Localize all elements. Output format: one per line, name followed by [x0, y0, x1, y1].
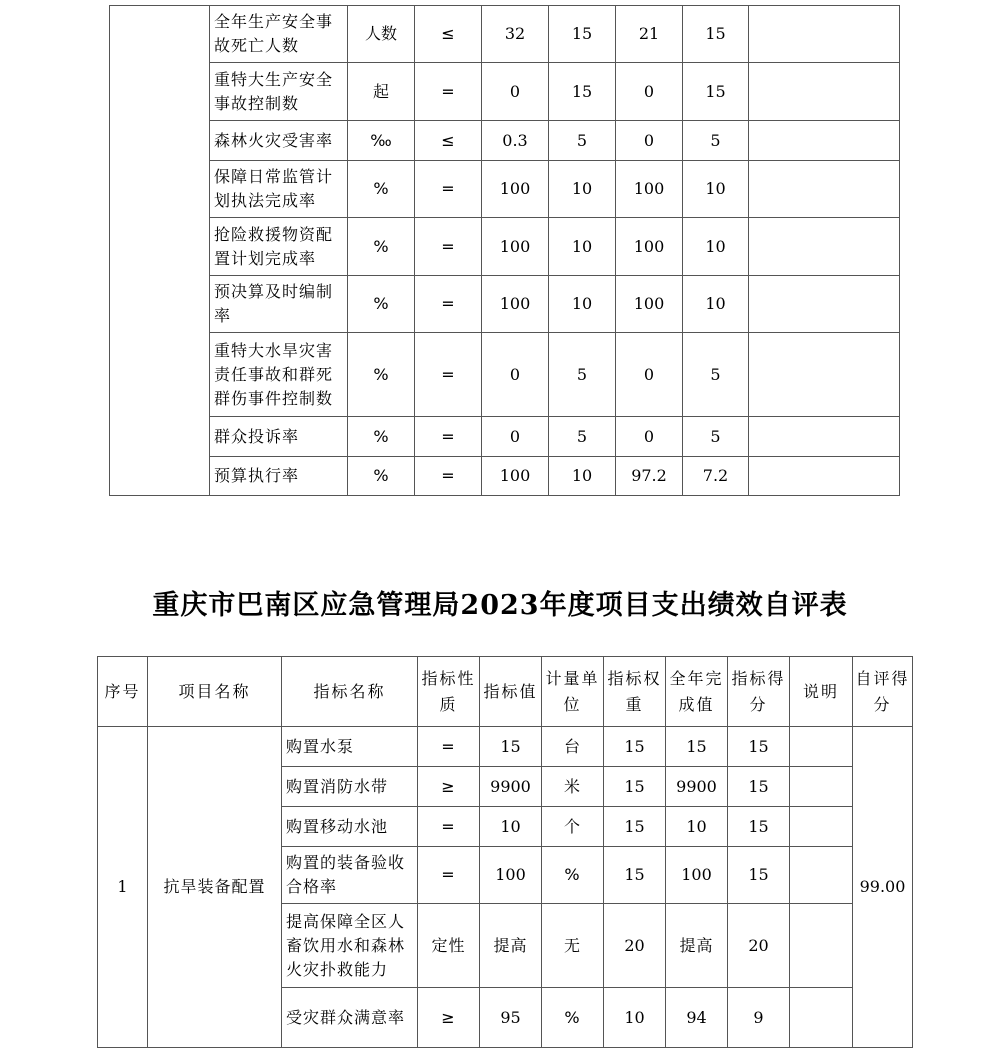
indicator-name: 提高保障全区人畜饮用水和森林火灾扑救能力: [282, 904, 418, 988]
indicator-note: [790, 727, 853, 767]
indicator-actual: 100: [666, 847, 728, 904]
indicator-weight: 15: [549, 63, 616, 121]
indicator-actual: 94: [666, 988, 728, 1048]
indicator-name: 受灾群众满意率: [282, 988, 418, 1048]
indicator-score: 5: [683, 333, 749, 417]
indicator-name: 重特大水旱灾害责任事故和群死群伤事件控制数: [210, 333, 348, 417]
indicator-note: [790, 807, 853, 847]
header-weight: 指标权重: [604, 657, 666, 727]
indicator-nature: 定性: [418, 904, 480, 988]
indicator-unit: 米: [542, 767, 604, 807]
table-row: [110, 333, 900, 417]
table-row: [98, 727, 913, 767]
indicator-weight: 15: [604, 727, 666, 767]
indicator-unit: ‰: [348, 121, 415, 161]
indicator-unit: %: [348, 333, 415, 417]
table-row: [110, 121, 900, 161]
table-row: [110, 417, 900, 457]
indicator-score: 10: [683, 218, 749, 276]
self-score-value: 99.00: [853, 727, 913, 1048]
project-seq: 1: [98, 727, 148, 1048]
indicator-actual: 提高: [666, 904, 728, 988]
header-score: 指标得分: [728, 657, 790, 727]
indicator-note: [749, 276, 900, 333]
header-note: 说明: [790, 657, 853, 727]
indicator-unit: 无: [542, 904, 604, 988]
indicator-score: 15: [683, 63, 749, 121]
indicator-operator: ≤: [415, 6, 482, 63]
header-actual: 全年完成值: [666, 657, 728, 727]
indicator-target: 0: [482, 333, 549, 417]
indicator-score: 20: [728, 904, 790, 988]
header-seq: 序号: [98, 657, 148, 727]
indicator-score: 10: [683, 161, 749, 218]
indicator-note: [749, 457, 900, 496]
indicator-weight: 5: [549, 121, 616, 161]
indicator-actual: 21: [616, 6, 683, 63]
indicator-unit: 起: [348, 63, 415, 121]
indicator-score: 15: [728, 727, 790, 767]
blank-cell: [110, 6, 210, 496]
indicator-name: 群众投诉率: [210, 417, 348, 457]
indicator-actual: 0: [616, 417, 683, 457]
indicator-target: 100: [482, 161, 549, 218]
indicator-weight: 15: [549, 6, 616, 63]
indicator-name: 保障日常监管计划执法完成率: [210, 161, 348, 218]
indicator-weight: 5: [549, 417, 616, 457]
indicator-note: [790, 904, 853, 988]
indicator-weight: 10: [549, 457, 616, 496]
indicator-score: 15: [728, 767, 790, 807]
indicator-actual: 97.2: [616, 457, 683, 496]
indicator-unit: 个: [542, 807, 604, 847]
indicator-weight: 10: [549, 276, 616, 333]
indicator-note: [790, 988, 853, 1048]
indicator-score: 15: [683, 6, 749, 63]
indicator-weight: 5: [549, 333, 616, 417]
indicator-score: 7.2: [683, 457, 749, 496]
indicator-nature: =: [418, 847, 480, 904]
indicator-name: 全年生产安全事故死亡人数: [210, 6, 348, 63]
indicator-score: 15: [728, 847, 790, 904]
table-row: [110, 63, 900, 121]
indicator-weight: 15: [604, 807, 666, 847]
indicator-actual: 9900: [666, 767, 728, 807]
indicator-weight: 15: [604, 847, 666, 904]
project-name: 抗旱装备配置: [148, 727, 282, 1048]
indicator-target: 100: [482, 276, 549, 333]
indicator-name: 购置的装备验收合格率: [282, 847, 418, 904]
header-unit: 计量单位: [542, 657, 604, 727]
indicator-unit: %: [542, 988, 604, 1048]
indicator-value: 15: [480, 727, 542, 767]
indicator-target: 32: [482, 6, 549, 63]
indicator-operator: =: [415, 161, 482, 218]
indicator-value: 100: [480, 847, 542, 904]
indicator-operator: =: [415, 276, 482, 333]
indicator-value: 9900: [480, 767, 542, 807]
indicator-nature: =: [418, 727, 480, 767]
indicator-unit: %: [348, 276, 415, 333]
indicator-score: 10: [683, 276, 749, 333]
indicator-weight: 10: [604, 988, 666, 1048]
indicator-name: 购置水泵: [282, 727, 418, 767]
indicator-name: 预决算及时编制率: [210, 276, 348, 333]
indicator-note: [790, 847, 853, 904]
indicator-value: 提高: [480, 904, 542, 988]
indicator-actual: 100: [616, 276, 683, 333]
header-self-score: 自评得分: [853, 657, 913, 727]
indicator-unit: %: [348, 218, 415, 276]
indicator-note: [749, 121, 900, 161]
prior-indicator-table: [109, 5, 900, 496]
indicator-operator: =: [415, 417, 482, 457]
indicator-operator: =: [415, 333, 482, 417]
indicator-operator: =: [415, 218, 482, 276]
indicator-operator: =: [415, 457, 482, 496]
indicator-target: 100: [482, 218, 549, 276]
page-title: 重庆市巴南区应急管理局2023年度项目支出绩效自评表: [152, 590, 848, 621]
indicator-unit: 人数: [348, 6, 415, 63]
table-row: [110, 161, 900, 218]
table-row: [110, 276, 900, 333]
indicator-nature: =: [418, 807, 480, 847]
header-indicator: 指标名称: [282, 657, 418, 727]
indicator-value: 95: [480, 988, 542, 1048]
table-row: [110, 218, 900, 276]
indicator-name: 预算执行率: [210, 457, 348, 496]
indicator-note: [749, 333, 900, 417]
performance-self-evaluation-table: [97, 656, 913, 1048]
header-row: [98, 657, 913, 727]
indicator-note: [749, 6, 900, 63]
indicator-score: 5: [683, 121, 749, 161]
table-row: [110, 6, 900, 63]
indicator-actual: 0: [616, 121, 683, 161]
indicator-nature: ≥: [418, 988, 480, 1048]
indicator-name: 重特大生产安全事故控制数: [210, 63, 348, 121]
indicator-unit: %: [348, 417, 415, 457]
indicator-actual: 0: [616, 333, 683, 417]
indicator-weight: 15: [604, 767, 666, 807]
indicator-actual: 10: [666, 807, 728, 847]
indicator-unit: %: [542, 847, 604, 904]
indicator-actual: 0: [616, 63, 683, 121]
header-project: 项目名称: [148, 657, 282, 727]
indicator-weight: 10: [549, 218, 616, 276]
indicator-name: 购置消防水带: [282, 767, 418, 807]
indicator-actual: 100: [616, 218, 683, 276]
indicator-target: 100: [482, 457, 549, 496]
indicator-unit: 台: [542, 727, 604, 767]
indicator-target: 0: [482, 417, 549, 457]
indicator-score: 9: [728, 988, 790, 1048]
indicator-actual: 15: [666, 727, 728, 767]
indicator-note: [749, 63, 900, 121]
indicator-note: [749, 161, 900, 218]
indicator-weight: 10: [549, 161, 616, 218]
indicator-nature: ≥: [418, 767, 480, 807]
header-value: 指标值: [480, 657, 542, 727]
indicator-unit: %: [348, 161, 415, 218]
indicator-value: 10: [480, 807, 542, 847]
indicator-name: 森林火灾受害率: [210, 121, 348, 161]
indicator-weight: 20: [604, 904, 666, 988]
indicator-name: 抢险救援物资配置计划完成率: [210, 218, 348, 276]
indicator-actual: 100: [616, 161, 683, 218]
indicator-operator: ≤: [415, 121, 482, 161]
indicator-score: 15: [728, 807, 790, 847]
indicator-target: 0.3: [482, 121, 549, 161]
indicator-operator: =: [415, 63, 482, 121]
header-nature: 指标性质: [418, 657, 480, 727]
indicator-note: [749, 218, 900, 276]
indicator-score: 5: [683, 417, 749, 457]
indicator-target: 0: [482, 63, 549, 121]
table-row: [110, 457, 900, 496]
indicator-name: 购置移动水池: [282, 807, 418, 847]
indicator-note: [790, 767, 853, 807]
indicator-note: [749, 417, 900, 457]
indicator-unit: %: [348, 457, 415, 496]
